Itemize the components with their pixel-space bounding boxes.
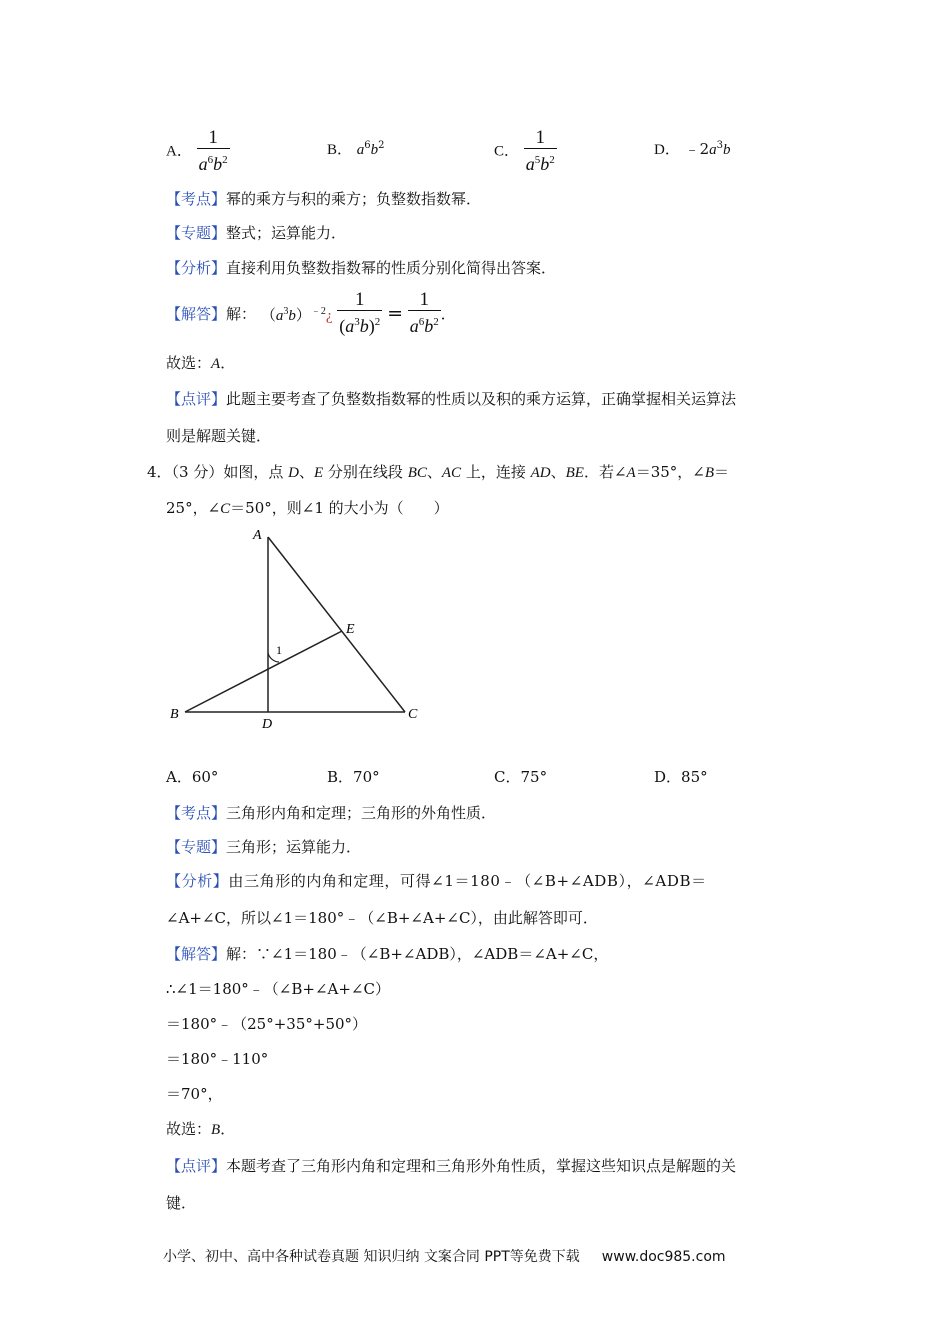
q4-jieda-line5: ＝70°， [166,1085,223,1103]
q4-dianping-line2: 键． [166,1194,197,1212]
q4-stem-line1: 4．（3 分）如图，点 D、E 分别在线段 BC、AC 上，连接 AD、BE．若∠A＝35°，∠B＝ [147,463,730,481]
q3-option-d: D． $﹣2a^3b$ [654,140,731,158]
q3-fenxi [166,257,556,278]
jieda-fraction-1: $\frac{1}{(a^3b)^2}$ [339,289,381,336]
label-c: C [408,707,418,722]
option-label: D． [654,142,680,158]
zhuanti-tag: 【专题】 [166,224,227,242]
numerator: 1 [197,128,230,149]
q4-fenxi-line2: ∠A+∠C，所以∠1＝180°﹣（∠B+∠A+∠C），由此解答即可． [166,909,598,927]
q4-jieda-line4: ＝180°﹣110° [166,1050,269,1068]
q4-kaodian: 【考点】三角形内角和定理；三角形的外角性质． [166,804,497,822]
q4-jieda-line3: ＝180°﹣（25°+35°+50°） [166,1015,368,1033]
kaodian-tag: 【考点】 [166,190,227,208]
denominator: $a^5b^2$ [525,154,555,174]
q3-option-c [494,128,557,175]
q4-stem-line2: 25°，∠C＝50°，则∠1 的大小为（ ） [166,499,449,517]
q4-option-c: C．75° [494,768,548,786]
q3-option-b: B． $a^6b^2$ [327,140,385,158]
q4-option-d: D．85° [654,768,708,786]
label-a: A [253,528,262,543]
zhuanti-tag: 【专题】 [166,838,227,856]
label-e: E [346,622,355,637]
q3-zhuanti [166,222,346,243]
dianping-tag: 【点评】 [166,390,227,408]
q4-jieda-line1: 【解答】解：∵∠1＝180﹣（∠B+∠ADB），∠ADB＝∠A+∠C， [166,945,609,963]
fenxi-text: 直接利用负整数指数幂的性质分别化简得出答案． [226,259,557,277]
option-label: B． [327,142,353,158]
jieda-fraction-2: $\frac{1}{a^6b^2}$ [409,289,439,336]
q4-option-b: B．70° [327,768,380,786]
q3-kaodian [166,188,481,209]
q4-zhuanti: 【专题】三角形；运算能力． [166,838,362,856]
numerator: 1 [524,128,557,149]
q4-fenxi-line1: 【分析】由三角形的内角和定理，可得∠1＝180﹣（∠B+∠ADB），∠ADB＝ [166,872,707,890]
triangle-figure [160,525,430,735]
label-angle-1: 1 [276,643,282,657]
kaodian-text: 幂的乘方与积的乘方；负整数指数幂． [226,190,482,208]
fenxi-tag: 【分析】 [166,872,229,890]
option-a-fraction [197,128,230,175]
jieda-tag: 【解答】 [166,945,227,963]
jieda-base-expr: $(a^3b)^{﹣2}¿$ [260,306,333,324]
fenxi-tag: 【分析】 [166,259,227,277]
denominator: $a^6b^2$ [198,154,228,174]
q4-guxuan: 故选：B． [166,1120,236,1138]
q3-dianping-line1: 【点评】此题主要考查了负整数指数幂的性质以及积的乘方运算，正确掌握相关运算法 [166,390,737,408]
segment-ac [268,537,405,712]
q3-option-a [166,128,230,175]
q4-option-a: A．60° [166,768,219,786]
segment-be [185,631,342,712]
q3-jieda: 【解答】解： $(a^3b)^{﹣2}¿$ $\frac{1}{(a^3b)^2}$ = $\frac{1}{a^6b^2}$ ． [166,289,456,336]
footer-text: 小学、初中、高中各种试卷真题 知识归纳 文案合同 PPT等免费下载 [163,1249,580,1265]
q4-jieda-line2: ∴∠1＝180°﹣（∠B+∠A+∠C） [166,980,390,998]
footer-url[interactable]: www.doc985.com [601,1249,726,1265]
label-b: B [170,707,179,722]
kaodian-tag: 【考点】 [166,804,227,822]
q3-dianping-line2: 则是解题关键． [166,427,272,445]
page-footer [163,1246,726,1266]
label-d: D [262,717,273,732]
option-label: C． [494,143,520,160]
dianping-tag: 【点评】 [166,1157,227,1175]
zhuanti-text: 整式；运算能力． [226,224,347,242]
q3-guxuan: 故选：A． [166,354,236,372]
option-c-fraction [524,128,557,175]
jieda-tag: 【解答】 [166,305,227,323]
option-label: A． [166,143,192,160]
q4-dianping-line1: 【点评】本题考查了三角形内角和定理和三角形外角性质，掌握这些知识点是解题的关 [166,1157,737,1175]
